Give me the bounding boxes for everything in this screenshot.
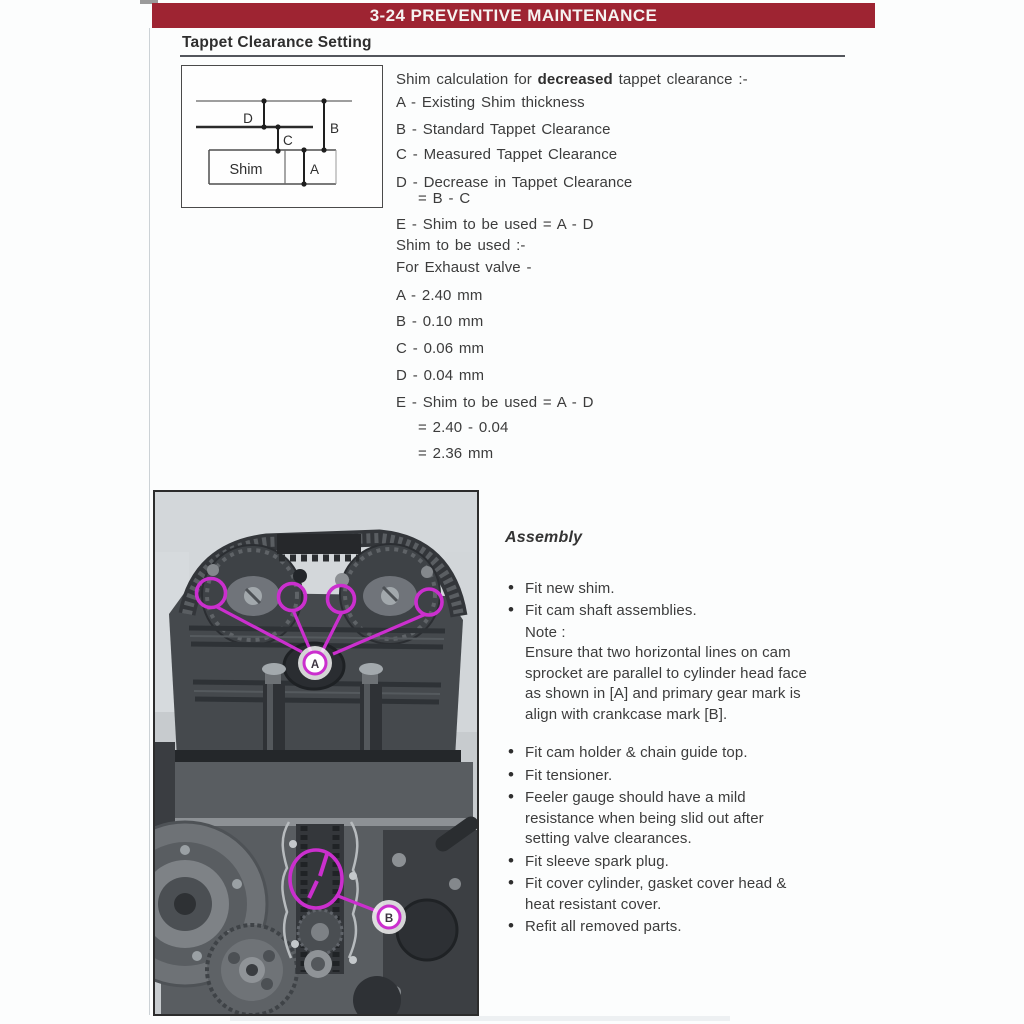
assembly-list-2 (505, 743, 811, 938)
list-item: • Refit all removed parts. (505, 917, 811, 938)
calc-value-a: A - 2.40 mm (396, 287, 483, 304)
diagram-label-shim: Shim (229, 162, 263, 178)
list-item: • Fit sleeve spark plug. (505, 852, 811, 873)
shim-diagram-drawing (182, 66, 381, 206)
calc-intro-suffix: tappet clearance :- (612, 71, 748, 88)
section-underline (180, 55, 845, 57)
page-bottom-strip (230, 1016, 730, 1021)
section-title: Tappet Clearance Setting (182, 34, 372, 51)
assembly-list-1 (505, 579, 811, 726)
list-item-text: Fit cam shaft assemblies. (525, 602, 697, 619)
calc-eq2: = 2.36 mm (418, 445, 494, 462)
assembly-note (525, 623, 811, 726)
calc-eq1: = 2.40 - 0.04 (418, 419, 509, 436)
assembly-note-label: Note : (525, 623, 566, 641)
calc-intro-bold: decreased (537, 71, 613, 88)
list-item: • Fit cam holder & chain guide top. (505, 743, 811, 764)
diagram-label-d: D (243, 111, 253, 126)
calc-def-a: A - Existing Shim thickness (396, 94, 585, 111)
calc-def-d: D - Decrease in Tappet Clearance (396, 174, 633, 191)
calc-value-e: E - Shim to be used = A - D (396, 394, 594, 411)
assembly-section (505, 528, 811, 940)
calc-intro-prefix: Shim calculation for (396, 71, 538, 88)
calc-def-b: B - Standard Tappet Clearance (396, 121, 611, 138)
calc-shim-heading: Shim to be used :- (396, 237, 526, 254)
diagram-label-c: C (283, 133, 293, 148)
shim-diagram (181, 65, 383, 208)
label-a-text: A (310, 659, 320, 671)
diagram-label-a: A (310, 162, 320, 177)
calc-value-b: B - 0.10 mm (396, 313, 484, 330)
list-item: • Feeler gauge should have a mild resistance when being slid out after setting valve clearances. (505, 788, 811, 850)
page-header-title: 3-24 PREVENTIVE MAINTENANCE (369, 5, 658, 25)
assembly-title: Assembly (505, 529, 583, 546)
diagram-label-b: B (330, 121, 340, 136)
list-item: • Fit tensioner. (505, 766, 811, 787)
calc-def-c: C - Measured Tappet Clearance (396, 146, 618, 163)
calc-intro (396, 71, 748, 88)
calc-line-e: E - Shim to be used = A - D (396, 216, 594, 233)
calc-valve-heading: For Exhaust valve - (396, 259, 532, 276)
calc-def-d-eq: = B - C (418, 190, 471, 207)
list-item (505, 601, 811, 725)
page-edge-line (149, 28, 150, 1015)
engine-photo-drawing (155, 492, 477, 1014)
assembly-note-text: Ensure that two horizontal lines on cam sprocket are parallel to cylinder head face as shown in [A] and primary gear mark is align with crankcase mark [B]. (525, 644, 807, 723)
list-item: • Fit new shim. (505, 579, 811, 600)
list-item: • Fit cover cylinder, gasket cover head & heat resistant cover. (505, 874, 811, 915)
label-b-text: B (384, 913, 394, 925)
page-header-bar (152, 3, 875, 28)
calc-value-c: C - 0.06 mm (396, 340, 485, 357)
engine-photo (153, 490, 479, 1016)
calc-value-d: D - 0.04 mm (396, 367, 485, 384)
